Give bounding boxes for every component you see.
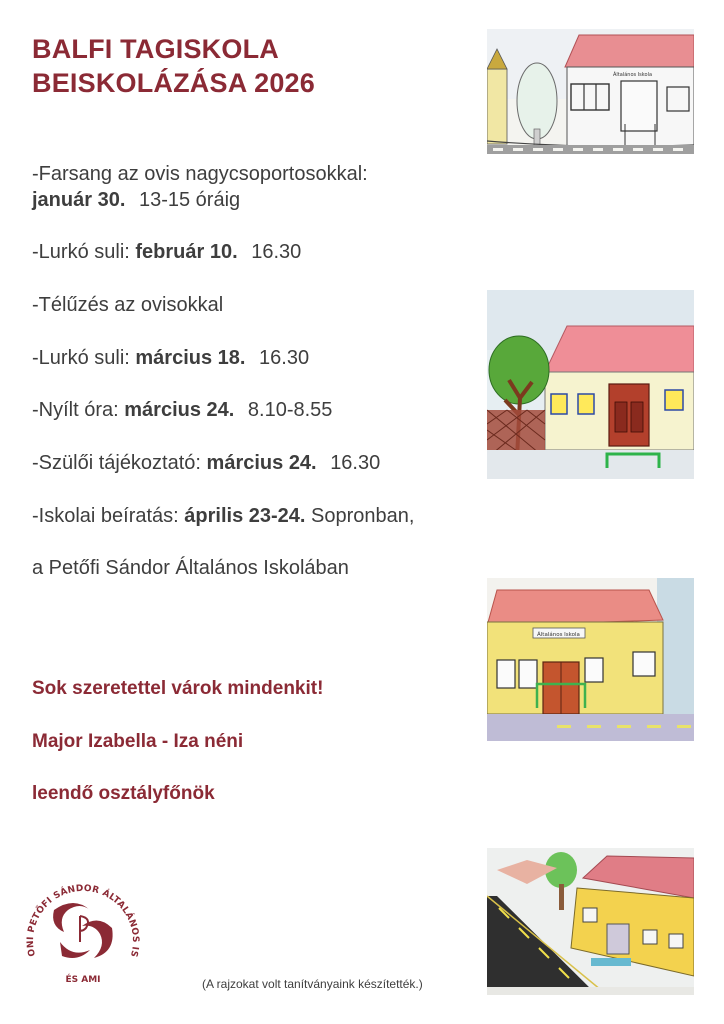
event-beiratas [32,503,414,529]
event-lurko-1 [32,239,301,265]
event-date: március 18. [135,347,246,369]
event-time: 16.30 [330,452,381,474]
event-time: 16.30 [259,347,310,369]
school-sign-text: Általános Iskola [613,72,653,78]
event-lurko-2 [32,345,309,371]
event-time: 8.10-8.55 [247,399,333,421]
event-date: április 23-24. [184,505,306,527]
school-drawing-4 [487,848,694,995]
event-label: -Lurkó suli: [32,347,130,369]
drawings-caption: (A rajzokat volt tanítványaink készítették.) [202,977,423,991]
event-time: 13-15 óráig [138,189,241,211]
event-label: -Nyílt óra: [32,399,119,421]
title-line-2: BEISKOLÁZÁSA 2026 [32,68,315,98]
closing-greeting: Sok szeretettel várok mindenkit! [32,678,324,699]
event-label: -Lurkó suli: [32,241,130,263]
event-label: -Télűzés az ovisokkal [32,294,224,316]
event-date: február 10. [135,241,238,263]
page-title [32,32,315,100]
event-label: -Szülői tájékoztató: [32,452,201,474]
logo-bottom-text: ÉS AMI [65,975,101,985]
logo-arc-text: ONI PETŐFI SÁNDOR ÁLTALÁNOS IS [25,883,141,959]
event-farsang-line2 [32,187,240,213]
event-nyilt-ora [32,397,332,423]
event-date: március 24. [124,399,235,421]
event-beiratas-line2: a Petőfi Sándor Általános Iskolában [32,557,349,579]
event-szuloi [32,450,380,476]
svg-text:SOPRONI PETŐFI SÁNDOR ÁLTALÁNO [20,866,140,958]
school-drawing-1 [487,29,694,154]
event-label: -Iskolai beíratás: [32,505,179,527]
event-teluzes [32,292,223,318]
closing-role: leendő osztályfőnök [32,783,215,804]
school-sign-text-2: Általános Iskola [537,632,580,638]
title-line-1: BALFI TAGISKOLA [32,34,279,64]
event-date: március 24. [206,452,317,474]
school-drawing-3 [487,578,694,741]
event-farsang-line1: -Farsang az ovis nagycsoportosokkal: [32,163,368,185]
event-time: 16.30 [251,241,302,263]
school-logo [20,866,146,992]
event-date: január 30. [32,189,126,211]
event-place: Sopronban, [311,505,415,527]
closing-name: Major Izabella - Iza néni [32,731,244,752]
school-drawing-2 [487,290,694,479]
